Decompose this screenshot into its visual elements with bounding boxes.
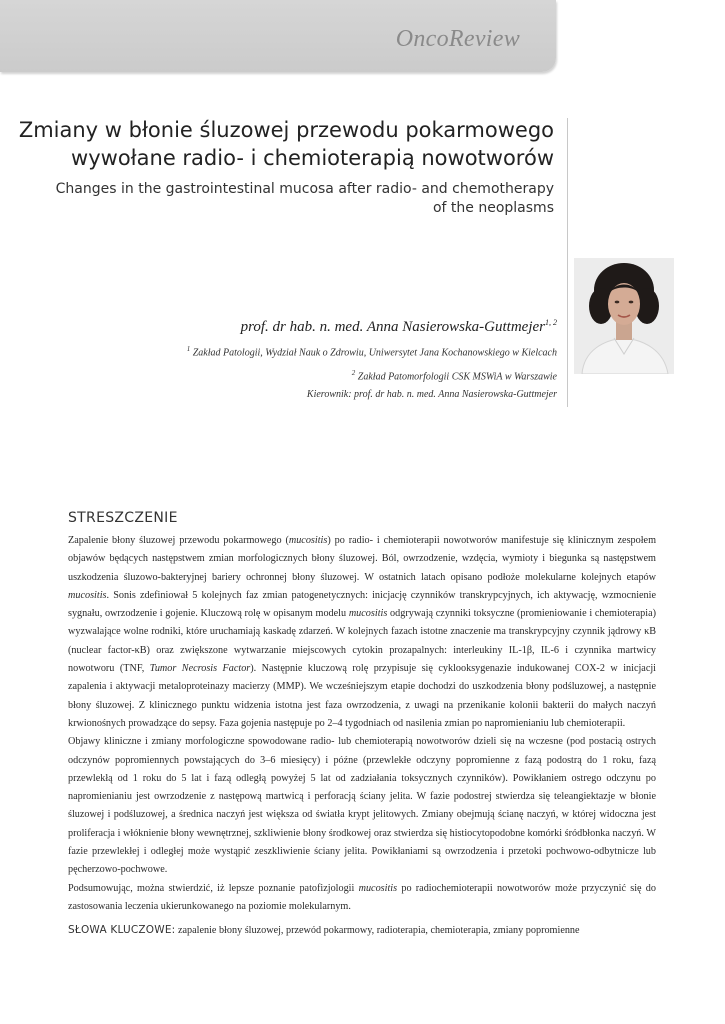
- abstract-emphasis: mucositis: [358, 882, 398, 894]
- affiliation-2-text: Zakład Patomorfologii CSK MSWiA w Warszawie: [357, 371, 557, 383]
- title-english: [0, 180, 554, 218]
- author-portrait-photo: [574, 258, 674, 374]
- abstract-paragraph-3: [68, 880, 656, 917]
- author-name-text: prof. dr hab. n. med. Anna Nasierowska-Guttmejer: [240, 319, 545, 335]
- keywords-text: zapalenie błony śluzowej, przewód pokarmowy, radioterapia, chemioterapia, zmiany popromienne: [175, 925, 580, 937]
- abstract-section: [68, 510, 656, 936]
- abstract-heading: STRESZCZENIE: [68, 510, 178, 526]
- author-name: [0, 313, 557, 337]
- title-block: [0, 116, 554, 218]
- department-head: Kierownik: prof. dr hab. n. med. Anna Nasierowska-Guttmejer: [306, 388, 557, 400]
- keywords-label: SŁOWA KLUCZOWE:: [68, 924, 176, 937]
- affiliation-1-text: Zakład Patologii, Wydział Nauk o Zdrowiu, Uniwersytet Jana Kochanowskiego w Kielcach: [192, 347, 557, 359]
- journal-name: OncoReview: [395, 26, 520, 52]
- author-affiliation-marks: 1, 2: [545, 318, 557, 327]
- abstract-paragraph-2: Objawy kliniczne i zmiany morfologiczne spowodowane radio- lub chemioterapią nowotworów dzieli się na wczesne (pod postacią ostrych odczynów popromiennych powstających do 3–6 miesięcy) i późne (przewlekłe odczyny popromienne z fazą podostrą do 1 roku, fazą przewlekłą od 1 roku do 5 lat i fazą odległą powyżej 5 lat od zadziałania toksycznych czynników). Powikłaniem ostrego odczynu po napromienianiu jest owrzodzenie z następową martwicą i perforacją ściany jelita. W fazie podostrej stwierdza się teleangiektazje w błonie śluzowej i podśluzowej, a średnica naczyń jest większa od światła krypt jelitowych. Zmiany obejmują ścianę naczyń, w której widoczna jest proliferacja i włóknienie błony wewnętrznej, szkliwienie błony środkowej oraz stwierdza się histiocytopodobne komórki śródbłonka naczyń. W fazie przewlekłej i odległej może wystąpić zeszkliwienie ściany jelita. Powikłaniami są owrzodzenia i przetoki pochwowo-odbytnicze lub pęcherzowo-pochwowe.: [68, 736, 656, 876]
- affiliation-2: [0, 365, 557, 385]
- portrait-drawing: [574, 258, 674, 374]
- affiliation-1: [0, 341, 557, 361]
- abstract-text: odgrywają czynniki toksyczne (promieniowanie i chemioterapia) wyzwalające wolne rodniki, które uruchamiają kaskadę zdarzeń. W kolejnych fazach istotne znaczenie ma transkrypcyjny czynnik jądrowy κB (nuclear factor-κB) oraz zwiększone wytwarzanie miejscowych cytokin prozapalnych: interleukiny IL-1β, IL-6 i czynnika martwicy nowotworu (TNF,: [68, 608, 656, 675]
- affiliation-1-number: 1: [186, 345, 191, 353]
- abstract-emphasis: mucositis: [68, 589, 107, 601]
- abstract-text: ). Następnie kluczową rolę przypisuje się cyklooksygenazie indukowanej COX-2 w inicjacji zapalenia i aktywacji metaloproteinazy macierzy (MMP). We wcześniejszym etapie dochodzi do uszkodzenia błony podśluzowej, a następnie błony śluzowej. Z klinicznego punktu widzenia istotna jest faza owrzodzenia, z uwagi na przenikanie kolonii bakterii do małych naczyń krwionośnych prowadzące do sepsy. Faza gojenia następuje po 2–4 tygodniach od nasilenia zmian po napromienianiu lub chemioterapii.: [68, 663, 657, 729]
- abstract-emphasis: mucositis: [288, 535, 328, 546]
- title-divider: [567, 118, 568, 407]
- keywords: [68, 924, 656, 936]
- title-polish-line1: Zmiany w błonie śluzowej przewodu pokarmowego: [18, 118, 554, 142]
- title-english-line2: of the neoplasms: [432, 200, 554, 216]
- title-english-line1: Changes in the gastrointestinal mucosa after radio- and chemotherapy: [55, 181, 554, 197]
- abstract-text: ) po radio- i chemioterapii nowotworów manifestuje się klinicznym zespołem objawów będących następstwem zmian morfologicznych błony śluzowej. Ból, owrzodzenie, wzdęcia, wymioty i biegunka są następstwem uszkodzenia śluzowo-bakteryjnej bariery ochronnej błony śluzowej. W ostatnich latach opisano podłoże molekularne kolejnych etapów: [68, 535, 656, 583]
- abstract-emphasis: mucositis: [348, 608, 388, 620]
- title-polish-line2: wywołane radio- i chemioterapią nowotworów: [71, 146, 554, 170]
- abstract-text: Podsumowując, można stwierdzić, iż lepsze poznanie patofizjologii: [68, 882, 359, 894]
- abstract-text: Zapalenie błony śluzowej przewodu pokarmowego (: [68, 535, 289, 546]
- title-polish: [0, 116, 554, 172]
- affiliation-2-number: 2: [351, 369, 356, 378]
- abstract-text: . Sonis zdefiniował 5 kolejnych faz zmian patogenetycznych: inicjację czynników transkrypcyjnych, ich aktywację, wzmocnienie sygnału, owrzodzenie i gojenie. Kluczową rolę w opisanym modelu: [68, 589, 656, 620]
- abstract-paragraph-1: [68, 532, 656, 733]
- abstract-emphasis: Tumor Necrosis Factor: [149, 663, 251, 675]
- header-band: [0, 0, 556, 72]
- author-block: [0, 313, 557, 403]
- abstract-text: po radiochemioterapii nowotworów może przyczynić się do zastosowania leczenia ukierunkowanego na poziomie molekularnym.: [68, 882, 656, 912]
